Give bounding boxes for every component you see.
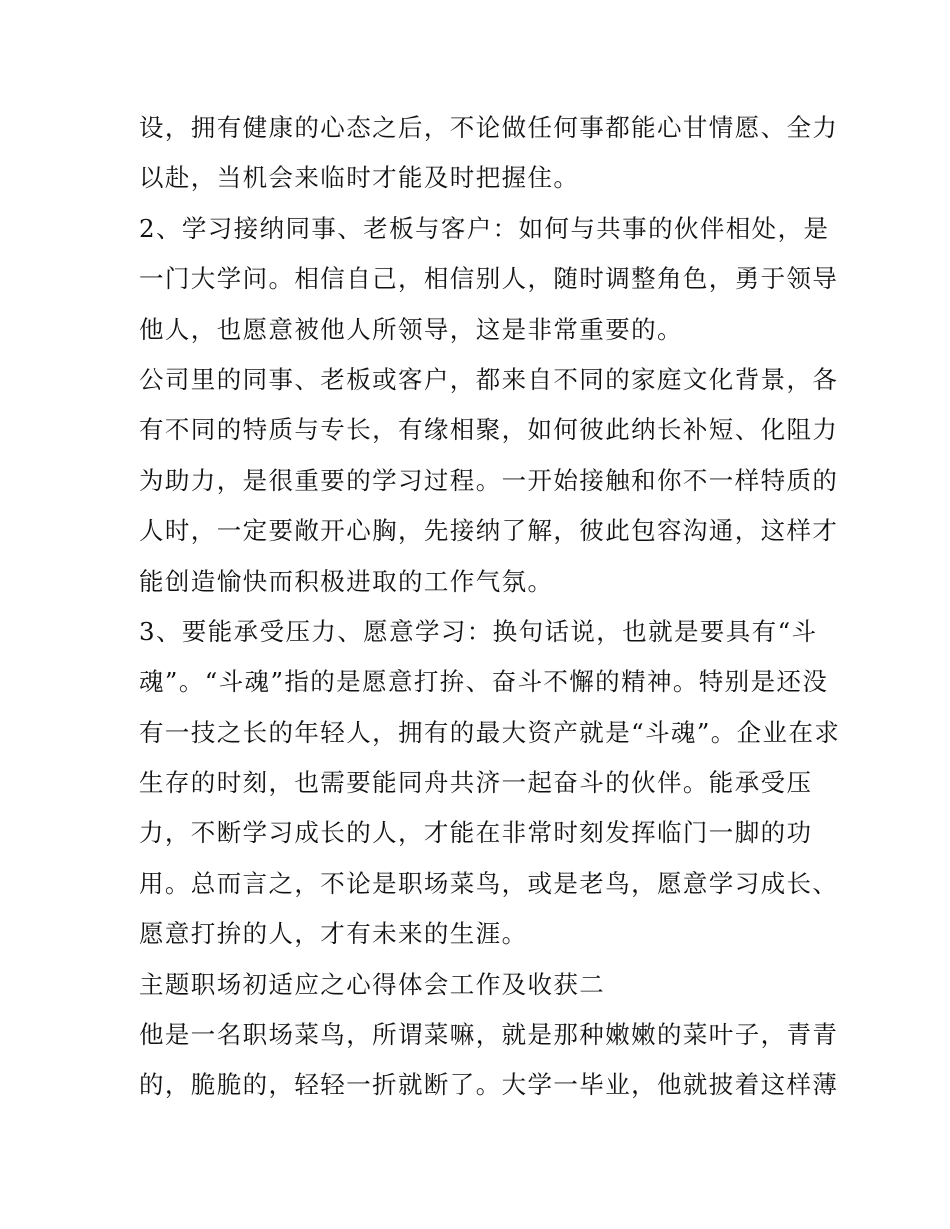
heading-line: 主题职场初适应之心得体会工作及收获二 — [139, 969, 606, 999]
text-line: 公司里的同事、老板或客户，都来自不同的家庭文化背景，各 — [139, 364, 839, 394]
section-heading — [139, 960, 815, 1010]
paragraph-point-2 — [139, 204, 839, 355]
text-line: 生存的时刻，也需要能同舟共济一起奋斗的伙伴。能承受压 — [139, 768, 813, 798]
text-line: 用。总而言之，不论是职场菜鸟，或是老鸟，愿意学习成长、 — [139, 868, 839, 898]
text-line: 魂”。“斗魂”指的是愿意打拚、奋斗不懈的精神。特别是还没 — [139, 667, 829, 697]
text-line: 有一技之长的年轻人，拥有的最大资产就是“斗魂”。企业在求 — [139, 717, 841, 747]
text-line: 3、要能承受压力、愿意学习：换句话说，也就是要具有“斗 — [139, 616, 818, 646]
text-line: 他人，也愿意被他人所领导，这是非常重要的。 — [139, 314, 683, 344]
text-line: 力，不断学习成长的人，才能在非常时刻发挥临门一脚的功 — [139, 818, 813, 848]
paragraph-colleagues — [139, 355, 839, 607]
text-line: 愿意打拚的人，才有未来的生涯。 — [139, 919, 528, 949]
paragraph-rookie-story — [139, 1010, 839, 1111]
text-line: 他是一名职场菜鸟，所谓菜嘛，就是那种嫩嫩的菜叶子，青青 — [139, 1020, 839, 1050]
text-line: 人时，一定要敞开心胸，先接纳了解，彼此包容沟通，这样才 — [139, 516, 839, 546]
text-line: 2、学习接纳同事、老板与客户：如何与共事的伙伴相处，是 — [139, 213, 830, 243]
text-line: 的，脆脆的，轻轻一折就断了。大学一毕业，他就披着这样薄 — [139, 1070, 839, 1100]
paragraph-healthy-mindset — [139, 103, 839, 204]
text-line: 为助力，是很重要的学习过程。一开始接触和你不一样特质的 — [139, 465, 839, 495]
paragraph-point-3 — [139, 607, 841, 960]
text-line: 设，拥有健康的心态之后，不论做任何事都能心甘情愿、全力 — [139, 113, 839, 142]
text-line: 以赴，当机会来临时才能及时把握住。 — [139, 163, 580, 193]
text-line: 有不同的特质与专长，有缘相聚，如何彼此纳长补短、化阻力 — [139, 415, 839, 445]
text-line: 能创造愉快而积极进取的工作气氛。 — [139, 566, 554, 596]
document-body — [139, 103, 841, 1111]
text-line: 一门大学问。相信自己，相信别人，随时调整角色，勇于领导 — [139, 264, 839, 294]
